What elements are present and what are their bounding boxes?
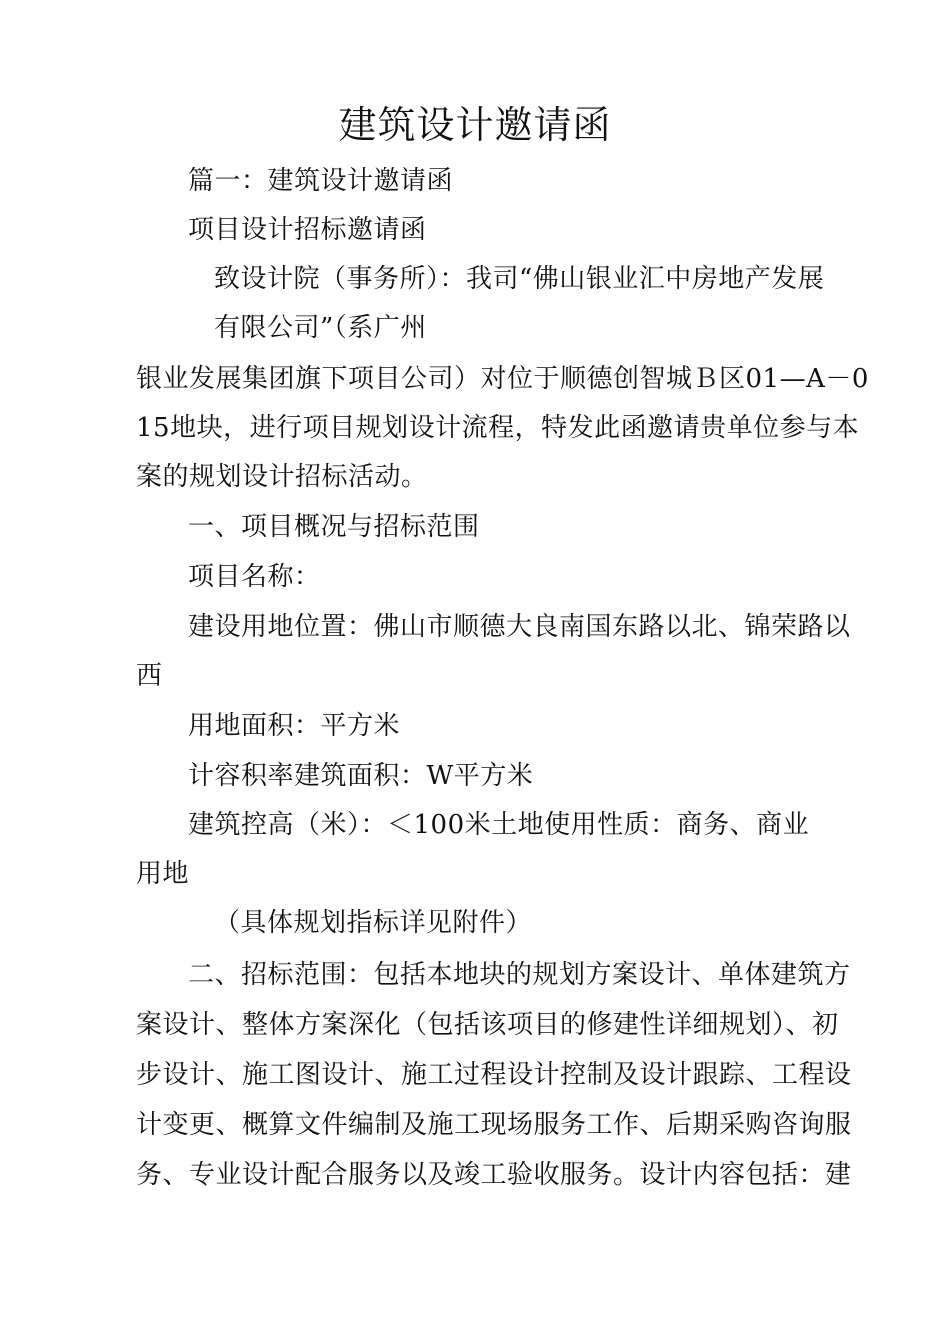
floor-area-field: 计容积率建筑面积：W平方米 [188, 761, 534, 791]
body-text-line: 务、专业设计配合服务以及竣工验收服务。设计内容包括：建 [136, 1160, 852, 1190]
section-heading-part1: 篇一：建筑设计邀请函 [188, 166, 454, 196]
body-text-line: 案的规划设计招标活动。 [136, 462, 428, 492]
body-text-line: 用地 [136, 859, 190, 889]
site-location-field: 建设用地位置：佛山市顺德大良南国东路以北、锦荣路以 [188, 612, 851, 642]
section-heading-overview: 一、项目概况与招标范围 [188, 512, 480, 542]
attachment-note: （具体规划指标详见附件） [214, 908, 533, 938]
body-text-line: 案设计、整体方案深化（包括该项目的修建性详细规划）、初 [136, 1010, 839, 1040]
body-text-line: 15地块，进行项目规划设计流程，特发此函邀请贵单位参与本 [136, 413, 860, 443]
body-text-line: 有限公司”（系广州 [214, 313, 427, 343]
salutation-line: 致设计院（事务所）：我司“佛山银业汇中房地产发展 [214, 264, 825, 294]
body-text-line: 计变更、概算文件编制及施工现场服务工作、后期采购咨询服 [136, 1110, 852, 1140]
section-heading-scope: 二、招标范围：包括本地块的规划方案设计、单体建筑方 [188, 960, 851, 990]
body-text-line: 步设计、施工图设计、施工过程设计控制及设计跟踪、工程设 [136, 1060, 852, 1090]
body-text-line: 银业发展集团旗下项目公司）对位于顺德创智城Ｂ区01—A－0 [136, 364, 869, 394]
height-limit-field: 建筑控高（米）：＜100米土地使用性质：商务、商业 [188, 810, 810, 840]
invitation-subtitle: 项目设计招标邀请函 [188, 215, 427, 245]
project-name-field: 项目名称： [188, 562, 321, 592]
body-text-line: 西 [136, 661, 163, 691]
document-title: 建筑设计邀请函 [338, 103, 612, 147]
site-area-field: 用地面积：平方米 [188, 711, 401, 741]
